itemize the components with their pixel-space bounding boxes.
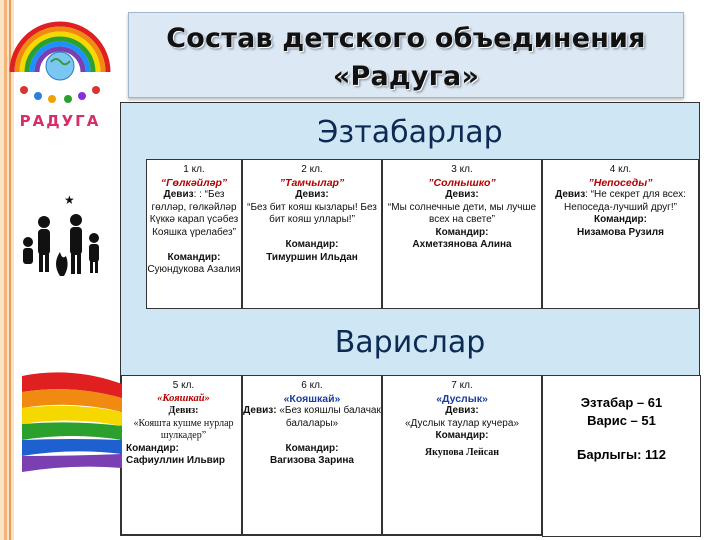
summary-total: Барлыгы: 112 — [577, 447, 666, 462]
commander-label: Командир: — [435, 430, 489, 441]
group-cell-3 — [382, 159, 542, 309]
commander-label: Командир: — [285, 442, 339, 454]
family-fire-icon — [14, 192, 114, 292]
class-label: 1 кл. — [183, 164, 205, 175]
group-name: «Кояшкай» — [157, 392, 210, 404]
group-cell-4 — [542, 159, 699, 309]
commander-label: Командир: — [594, 214, 647, 225]
commander-name: Якупова Лейсан — [424, 446, 500, 458]
group-cell-5 — [121, 375, 242, 535]
class-label: 5 кл. — [172, 380, 195, 391]
motto-text: «Кояшта кушме нурлар шулкадер” — [133, 417, 234, 441]
motto-label: Девиз: — [445, 405, 479, 416]
motto-text: : : “Без гөлләр, гөлкәйләр Күккә карап үсәбез Кояшка үрелабез” — [149, 189, 239, 238]
commander-name: Сафиуллин Ильвир — [126, 455, 225, 466]
title-box — [128, 12, 684, 98]
motto-label: Девиз: — [243, 405, 277, 416]
motto-label: Девиз: — [445, 189, 479, 200]
motto-label: Девиз — [163, 189, 194, 200]
commander-label: Командир: — [126, 442, 179, 454]
group-name: «Дуслык» — [436, 392, 488, 405]
class-label: 7 кл. — [451, 380, 473, 391]
commander-name: Суюндукова Азалия — [147, 264, 241, 275]
commander-name: Вагизова Зарина — [270, 455, 354, 466]
commander-name: Тимуршин Ильдан — [266, 251, 358, 263]
group-name: “Гөлкәйләр” — [160, 176, 228, 189]
motto-text: : “Не секрет для всех: Непоседа-лучший друг!” — [564, 189, 686, 213]
motto-text: “Без бит кояш кызлары! Без бит кояш уллары!” — [247, 201, 377, 225]
class-label: 6 кл. — [301, 380, 323, 391]
svg-text:★: ★ — [64, 193, 75, 207]
groups-table — [120, 102, 700, 536]
motto-label: Девиз: — [295, 189, 329, 200]
group-cell-1 — [146, 159, 242, 309]
commander-label: Командир: — [435, 226, 489, 238]
rainbow-logo-icon — [4, 2, 116, 132]
summary-successors-count: Варис – 51 — [587, 413, 656, 428]
class-label: 3 кл. — [451, 164, 473, 175]
group-name: ”Тамчылар” — [279, 176, 345, 189]
commander-name: Ахметзянова Алина — [412, 239, 512, 250]
group-cell-7 — [382, 375, 542, 535]
page-title: Состав детского объединения — [166, 23, 646, 54]
group-cell-6 — [242, 375, 382, 535]
group-cell-2 — [242, 159, 382, 309]
group-name: ”Солнышко” — [428, 176, 496, 189]
class-label: 4 кл. — [609, 164, 632, 175]
class-label: 2 кл. — [301, 164, 323, 175]
summary-elders-count: Эзтабар – 61 — [580, 395, 663, 410]
commander-label: Командир: — [285, 239, 339, 250]
svg-text:РАДУГА: РАДУГА — [19, 112, 101, 130]
motto-text: “Мы солнечные дети, мы лучше всех на свете” — [387, 201, 537, 225]
motto-text: «Дуслык таулар кучера» — [405, 417, 519, 429]
rainbow-flag-icon — [20, 370, 132, 482]
motto-text: «Без кояшлы балачак балалары» — [279, 405, 381, 429]
summary-cell — [542, 375, 701, 537]
section-title-successors: Варислар — [334, 325, 486, 360]
page-subtitle: «Радуга» — [332, 61, 480, 92]
motto-label: Девиз: — [168, 405, 199, 416]
commander-name: Низамова Рузиля — [577, 226, 664, 238]
group-name: «Кояшкай» — [283, 392, 341, 405]
commander-label: Командир: — [167, 251, 221, 263]
motto-label: Девиз — [555, 189, 586, 200]
section-title-elders: Эзтабарлар — [317, 115, 503, 150]
group-name: ”Непоседы” — [588, 176, 653, 189]
